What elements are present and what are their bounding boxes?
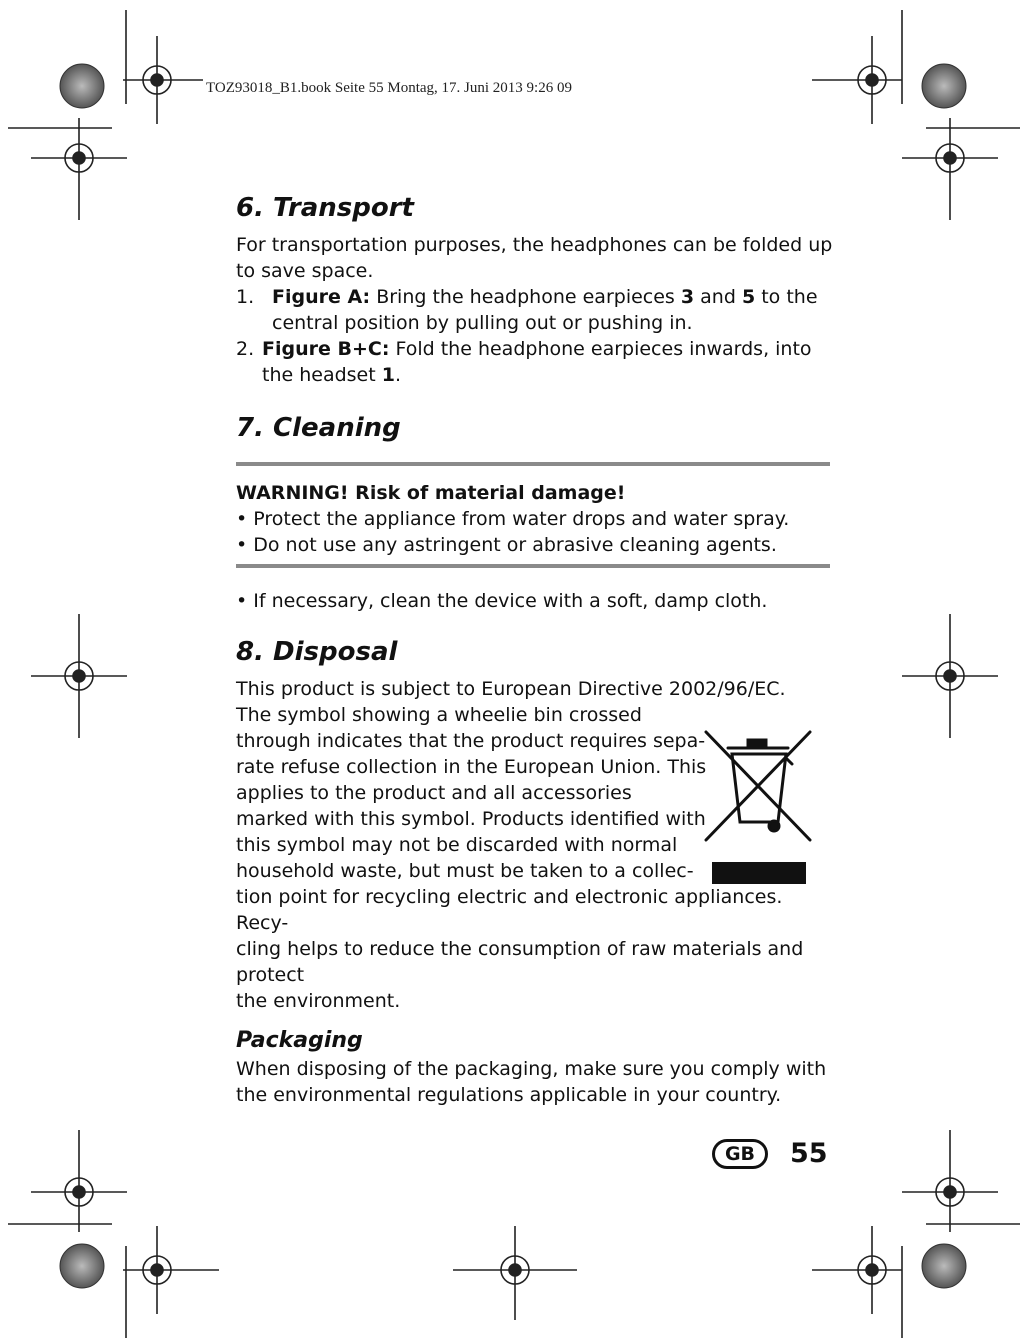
registration-mark-icon	[812, 36, 902, 124]
print-slug: TOZ93018_B1.book Seite 55 Montag, 17. Juni 2013 9:26 09	[206, 80, 572, 96]
disposal-line: This product is subject to European Directive 2002/96/EC.	[236, 678, 786, 700]
cleaning-tip: • If necessary, clean the device with a soft, damp cloth.	[236, 588, 836, 614]
registration-mark-icon	[902, 1130, 998, 1232]
step-text	[272, 284, 836, 336]
transport-intro: For transportation purposes, the headphones can be folded up to save space.	[236, 234, 833, 282]
disposal-line: cling helps to reduce the consumption of raw materials and protect	[236, 938, 804, 986]
registration-mark-icon	[31, 118, 127, 220]
language-badge: GB	[712, 1139, 768, 1169]
step-text-part: and	[694, 286, 742, 308]
section-heading-cleaning: 7. Cleaning	[236, 413, 401, 443]
page-footer	[712, 1138, 828, 1169]
disposal-line: marked with this symbol. Products identified with	[236, 808, 706, 830]
disposal-line: the environment.	[236, 990, 401, 1012]
part-number: 3	[680, 286, 695, 308]
disposal-line: tion point for recycling electric and electronic appliances. Recy-	[236, 886, 783, 934]
section-heading-transport: 6. Transport	[236, 193, 414, 223]
figure-ref: Figure A:	[272, 286, 371, 308]
registration-mark-icon	[453, 1226, 577, 1320]
figure-ref: Figure B+C:	[262, 338, 390, 360]
step-text-part: Bring the headphone earpieces	[370, 286, 681, 308]
part-number: 5	[741, 286, 756, 308]
disposal-line: rate refuse collection in the European Union. This	[236, 756, 707, 778]
step-text-part: Fold the headphone earpieces inwards, into the headset	[262, 338, 812, 386]
packaging-text: When disposing of the packaging, make sure you comply with the environmental regulations applicable in your country.	[236, 1058, 827, 1106]
registration-mark-icon	[31, 1130, 127, 1232]
registration-mark-icon	[31, 614, 127, 738]
registration-mark-icon	[902, 614, 998, 738]
page-number: 55	[790, 1138, 828, 1169]
page-content	[236, 190, 836, 1108]
warning-bottom-rule	[236, 564, 830, 568]
section-heading-packaging: Packaging	[236, 1028, 363, 1053]
warning-top-rule	[236, 462, 830, 466]
step-text-part: to the central position by pulling out or pushing in.	[272, 286, 818, 334]
warning-item: • Protect the appliance from water drops and water spray.	[236, 506, 836, 532]
transport-step-1	[236, 284, 836, 336]
step-text	[262, 336, 836, 388]
disposal-line: this symbol may not be discarded with normal	[236, 834, 678, 856]
section-heading-disposal: 8. Disposal	[236, 637, 398, 667]
registration-mark-icon	[902, 118, 998, 220]
transport-step-2	[236, 336, 836, 388]
step-number: 2.	[236, 338, 255, 360]
registration-mark-icon	[123, 36, 203, 124]
step-text-part: .	[394, 364, 402, 386]
registration-mark-icon	[123, 1226, 219, 1314]
disposal-line: The symbol showing a wheelie bin crossed	[236, 704, 642, 726]
disposal-line: through indicates that the product requires sepa-	[236, 730, 706, 752]
part-number: 1	[381, 364, 395, 386]
warning-title: WARNING! Risk of material damage!	[236, 482, 626, 504]
registration-mark-icon	[812, 1226, 902, 1314]
disposal-line: household waste, but must be taken to a collec-	[236, 860, 694, 882]
disposal-line: applies to the product and all accessories	[236, 782, 632, 804]
crossed-wheelie-bin-icon	[700, 726, 816, 888]
warning-item: • Do not use any astringent or abrasive cleaning agents.	[236, 532, 836, 558]
step-number: 1.	[236, 286, 255, 308]
